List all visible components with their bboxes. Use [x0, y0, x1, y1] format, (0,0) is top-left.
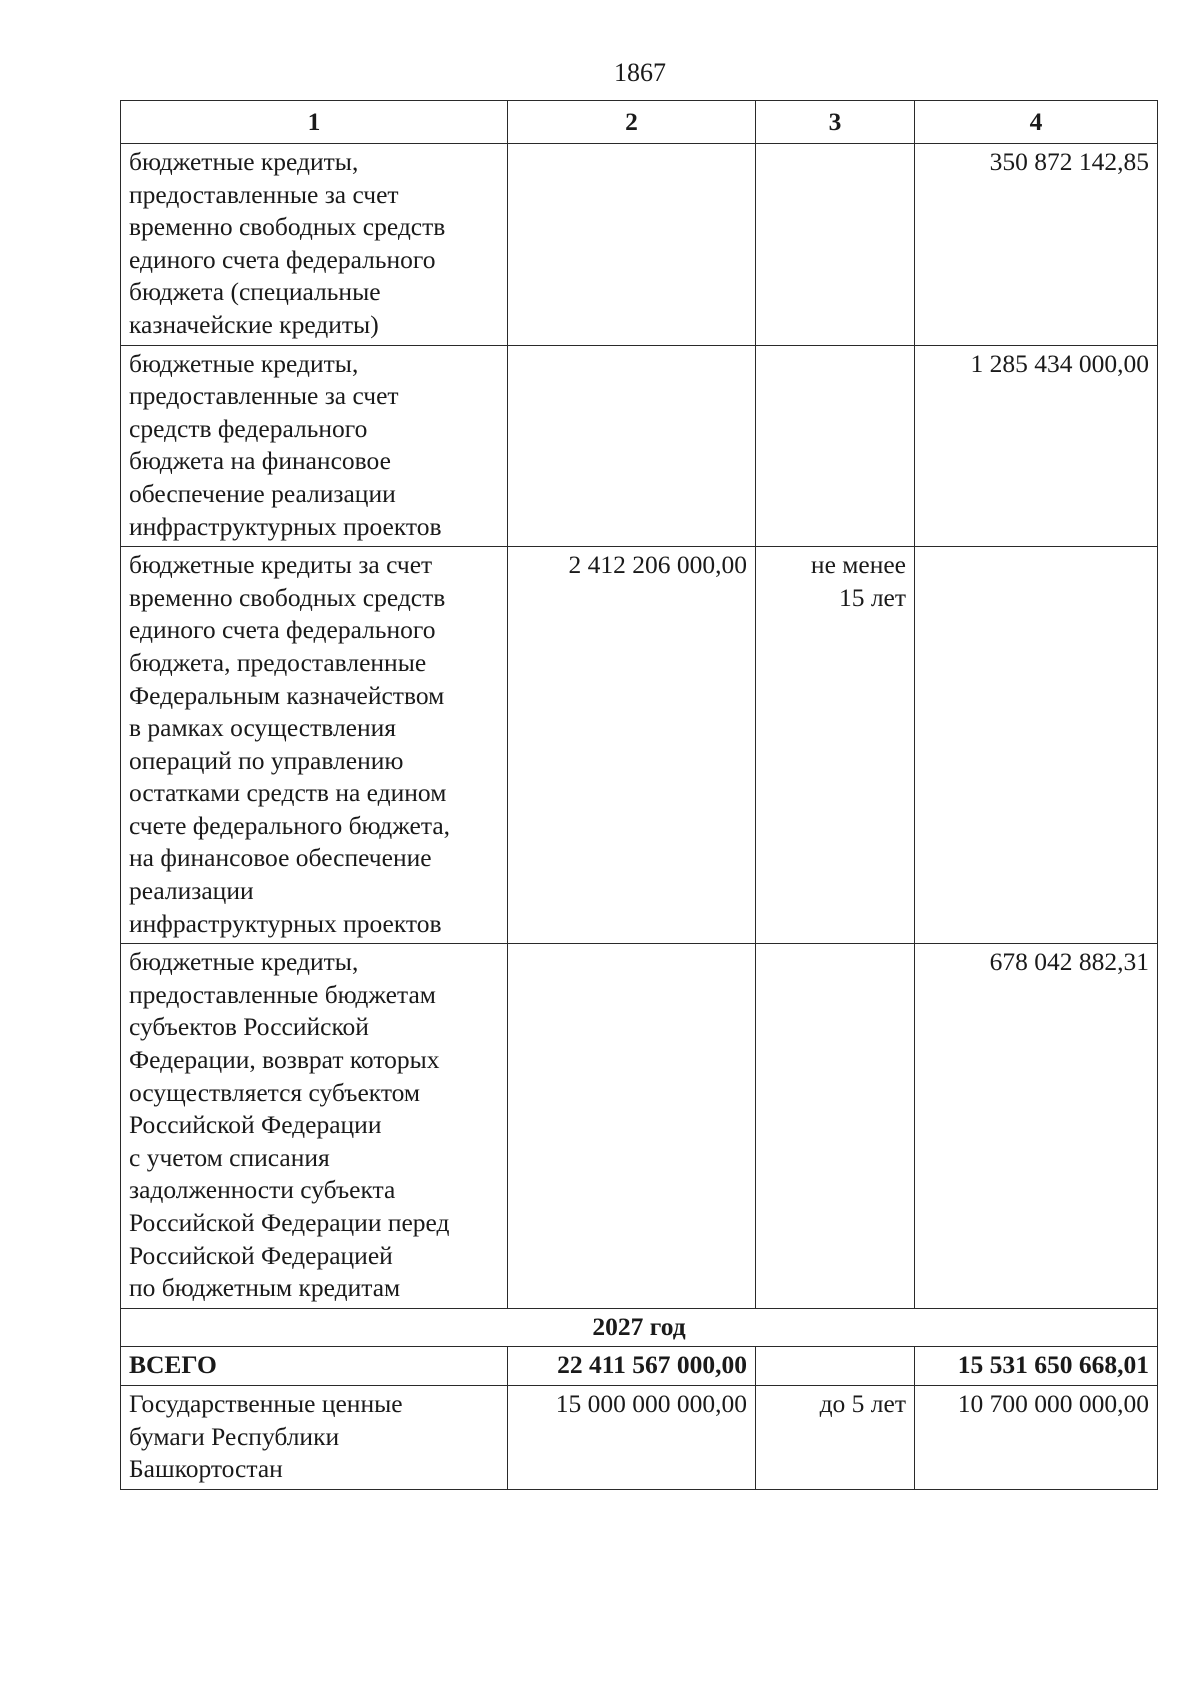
row-description-text: бюджетные кредиты, предоставленные бюджетам субъектов Российской Федерации, возврат которых осуществляется субъектом Российской Федерации с учетом списания задолженности субъекта Российской Федерации перед Российской Федерацией по бюджетным кредитам — [129, 947, 450, 1303]
table-row — [121, 547, 1158, 944]
table-header-row — [121, 101, 1158, 144]
row-amount-2 — [508, 144, 756, 346]
total-row — [121, 1347, 1158, 1386]
row-description-text: бюджетные кредиты, предоставленные за счет временно свободных средств единого счета федерального бюджета (специальные казначейские кредиты) — [129, 147, 446, 339]
row-amount-4: 350 872 142,85 — [915, 144, 1158, 346]
row-description-text: бюджетные кредиты, предоставленные за счет средств федерального бюджета на финансовое обеспечение реализации инфраструктурных проектов — [129, 348, 442, 541]
total-term — [756, 1347, 915, 1386]
row-amount-2 — [508, 944, 756, 1309]
page-number: 1867 — [614, 58, 666, 87]
row-amount-2: 15 000 000 000,00 — [508, 1385, 756, 1489]
borrowing-table — [120, 100, 1158, 1490]
column-header-3: 3 — [756, 101, 915, 144]
total-amount-2: 22 411 567 000,00 — [508, 1347, 756, 1386]
row-description — [121, 144, 508, 346]
column-header-1: 1 — [121, 101, 508, 144]
row-amount-2 — [508, 345, 756, 547]
row-amount-2: 2 412 206 000,00 — [508, 547, 756, 944]
total-label: ВСЕГО — [121, 1347, 508, 1386]
column-header-4: 4 — [915, 101, 1158, 144]
row-amount-4: 10 700 000 000,00 — [915, 1385, 1158, 1489]
total-amount-4: 15 531 650 668,01 — [915, 1347, 1158, 1386]
row-amount-4 — [915, 547, 1158, 944]
table-row — [121, 944, 1158, 1309]
column-header-2: 2 — [508, 101, 756, 144]
table-row — [121, 345, 1158, 547]
row-term — [756, 547, 915, 944]
row-amount-4: 678 042 882,31 — [915, 944, 1158, 1309]
row-description — [121, 944, 508, 1309]
row-term-text: до 5 лет — [819, 1388, 906, 1418]
year-label: 2027 год — [121, 1308, 1158, 1347]
row-description — [121, 1385, 508, 1489]
row-description-text: бюджетные кредиты за счет временно свободных средств единого счета федерального бюджета, предоставленные Федеральным казначейством в рамках осуществления операций по управлению остатками средств на едином счете федерального бюджета, на финансовое обеспечение реализации инфраструктурных проектов — [129, 550, 451, 938]
row-term-text: не менее 15 лет — [810, 550, 906, 612]
row-description — [121, 345, 508, 547]
year-section-row — [121, 1308, 1158, 1347]
table-row — [121, 1385, 1158, 1489]
row-description-text: Государственные ценные бумаги Республики Башкортостан — [129, 1388, 403, 1484]
row-term — [756, 144, 915, 346]
row-term — [756, 345, 915, 547]
table-row — [121, 144, 1158, 346]
row-description — [121, 547, 508, 944]
row-term — [756, 944, 915, 1309]
row-term — [756, 1385, 915, 1489]
row-amount-4: 1 285 434 000,00 — [915, 345, 1158, 547]
